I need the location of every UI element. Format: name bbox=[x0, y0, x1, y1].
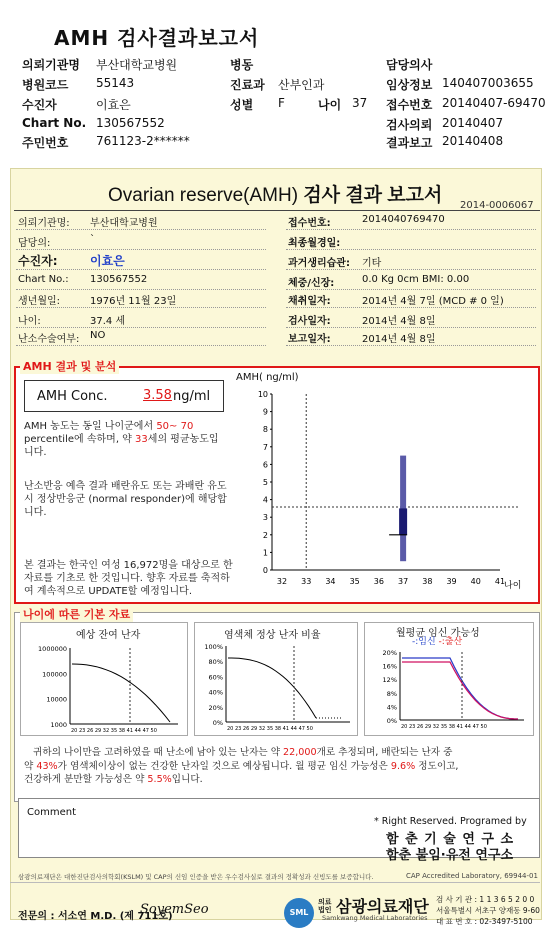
institute-2: 함춘 불임·유전 연구소 bbox=[386, 848, 514, 863]
header-value-3: 130567552 bbox=[96, 116, 165, 130]
p1-curve bbox=[72, 664, 170, 722]
amh-ytick: 2 bbox=[262, 530, 268, 540]
panel-preg-legend: -:임신 -:출산 bbox=[412, 637, 463, 647]
mean-age: 33 bbox=[135, 434, 148, 445]
info-left-value-1: ` bbox=[90, 234, 95, 245]
ovarian-title bbox=[108, 180, 442, 207]
info-right-label-0: 접수번호: bbox=[288, 218, 331, 229]
info-left-value-0: 부산대학교병원 bbox=[90, 218, 158, 229]
info-left-rule-0 bbox=[16, 229, 266, 230]
amh-ytick: 10 bbox=[257, 390, 268, 399]
accreditation-text: 삼광의료재단은 대한진단검사의학회(KSLM) 및 CAP의 신임 인증을 받은 우수검사실로 결과의 정확성과 신빙도를 보증합니다. bbox=[18, 873, 374, 881]
p2-ytick: 20% bbox=[208, 703, 223, 712]
p1c: percentile에 속하며, 약 bbox=[24, 434, 132, 445]
p3-ytick: 20% bbox=[382, 649, 397, 657]
p2-ytick: 100% bbox=[204, 643, 223, 651]
p1-ytick: 1000000 bbox=[38, 645, 67, 653]
p2-ytick: 60% bbox=[208, 673, 223, 682]
doctor-signature: SoyemSeo bbox=[140, 902, 209, 917]
rights-text: * Right Reserved. Programed by bbox=[374, 816, 527, 827]
panel-eggs-title: 예상 잔여 난자 bbox=[76, 630, 141, 641]
legend-birth: 출산 bbox=[444, 637, 463, 647]
header-value-2: 이효은 bbox=[96, 98, 131, 112]
amh-section-title: AMH 결과 및 분석 bbox=[20, 358, 119, 374]
amh-chart-ylabel: AMH( ng/ml) bbox=[236, 372, 299, 383]
p2-curve bbox=[228, 658, 316, 718]
ovarian-title-ko: 검사 결과 보고서 bbox=[303, 185, 443, 206]
amh-xtick: 35 bbox=[349, 577, 360, 586]
info-right-label-1: 최종월경일: bbox=[288, 238, 341, 249]
info-left-label-2: 수진자: bbox=[18, 254, 58, 268]
sml-logo: SML bbox=[284, 898, 314, 928]
header-label3-0: 담당의사 bbox=[386, 58, 433, 72]
header-label3-3: 검사의뢰 bbox=[386, 118, 433, 132]
legend-pregnancy: 임신 bbox=[418, 637, 436, 647]
doctor-name: 전문의 : 서소연 M.D. (제 711호) bbox=[18, 911, 173, 922]
footer-divider bbox=[10, 882, 540, 883]
amh-ytick: 5 bbox=[262, 478, 268, 487]
panel-preg-chart bbox=[364, 644, 534, 736]
amh-xtick: 36 bbox=[373, 577, 384, 586]
institute-1: 함 춘 기 술 연 구 소 bbox=[386, 832, 515, 847]
info-right-rule-0 bbox=[286, 229, 536, 230]
p1-ytick: 100000 bbox=[42, 670, 67, 679]
header-label3-4: 결과보고 bbox=[386, 136, 433, 150]
info-left-rule-2 bbox=[16, 269, 266, 270]
info-left-value-4: 1976년 11월 23일 bbox=[90, 296, 177, 307]
header-label2-0: 병동 bbox=[230, 58, 254, 72]
header-label-2: 수진자 bbox=[22, 98, 57, 112]
age-summary bbox=[24, 746, 536, 787]
p3-ytick: 0% bbox=[386, 717, 397, 725]
panel-chromo-title: 염색체 정상 난자 비율 bbox=[224, 630, 321, 641]
ovarian-title-en: Ovarian reserve(AMH) bbox=[108, 185, 299, 206]
p2-xticks: 20 23 26 29 32 35 38 41 44 47 50 bbox=[227, 726, 313, 732]
amh-xtick: 41 bbox=[494, 577, 506, 586]
amh-xtick: 39 bbox=[446, 577, 457, 586]
divider bbox=[14, 210, 540, 211]
org-small: 의료법인 bbox=[318, 898, 332, 914]
birth-rate: 5.5% bbox=[147, 774, 172, 785]
iqr-bar bbox=[399, 508, 407, 534]
info-right-rule-6 bbox=[286, 345, 536, 346]
s2: 약 bbox=[24, 760, 34, 772]
panel-preg-title: 월평균 임신 가능성 bbox=[396, 628, 480, 639]
info-left-label-0: 의뢰기관명: bbox=[18, 218, 70, 229]
amh-percentile-text bbox=[24, 420, 228, 459]
report-id: 2014-0006067 bbox=[460, 200, 534, 211]
normal-ratio: 43% bbox=[36, 760, 58, 772]
info-left-label-1: 담당의: bbox=[18, 238, 51, 249]
header-label2-1: 진료과 bbox=[230, 78, 265, 92]
info-right-rule-4 bbox=[286, 307, 536, 308]
header-age-value: 37 bbox=[352, 96, 368, 110]
info-right-value-5: 2014년 4월 8일 bbox=[362, 316, 436, 327]
header-label-1: 병원코드 bbox=[22, 78, 69, 92]
addr1: 검 사 기 관 : 1 1 3 6 5 2 0 0 bbox=[436, 895, 535, 904]
amh-xtick: 33 bbox=[301, 577, 312, 586]
amh-note-text: 본 결과는 한국인 여성 16,972명을 대상으로 한 자료를 기초로 한 것입니다. 향후 자료를 축적하여 계속적으로 UPDATE할 예정입니다. bbox=[24, 560, 233, 597]
addr2: 서울특별시 서초구 양재동 9-60 bbox=[436, 906, 540, 915]
header-value3-3: 20140407 bbox=[442, 116, 504, 130]
info-left-rule-6 bbox=[16, 345, 266, 346]
p3-birth-curve bbox=[402, 662, 518, 719]
info-right-label-5: 검사일자: bbox=[288, 316, 331, 327]
p1a: AMH 농도는 동일 나이군에서 bbox=[24, 421, 154, 432]
header-value3-4: 20140408 bbox=[442, 134, 504, 148]
panel-chromo-chart bbox=[194, 638, 358, 736]
report-title: AMH 검사결과보고서 bbox=[54, 26, 260, 50]
amh-xlabel: 나이 bbox=[504, 581, 522, 591]
amh-chart bbox=[236, 384, 536, 594]
p1-ytick: 10000 bbox=[46, 695, 67, 704]
info-left-rule-4 bbox=[16, 307, 266, 308]
info-right-rule-5 bbox=[286, 327, 536, 328]
cap-text: CAP Accredited Laboratory, 69944-01 bbox=[406, 872, 538, 880]
p2-ytick: 0% bbox=[212, 719, 223, 727]
p2-ytick: 80% bbox=[208, 658, 223, 667]
amh-xtick: 37 bbox=[398, 577, 409, 586]
header-value-4: 761123-2****** bbox=[96, 134, 190, 148]
info-left-value-2: 이효은 bbox=[90, 254, 125, 268]
info-left-label-5: 나이: bbox=[18, 316, 41, 327]
p1e: 세의 평균농도입니다. bbox=[24, 434, 219, 458]
header-value3-1: 140407003655 bbox=[442, 76, 534, 90]
s3b: 입니다. bbox=[171, 774, 203, 785]
info-left-rule-5 bbox=[16, 327, 266, 328]
info-right-value-2: 기타 bbox=[362, 258, 382, 269]
amh-ytick: 7 bbox=[262, 442, 268, 452]
header-label3-2: 접수번호 bbox=[386, 98, 433, 112]
comment-label: Comment bbox=[27, 807, 76, 818]
header-label-0: 의뢰기관명 bbox=[22, 58, 80, 72]
header-label-3: Chart No. bbox=[22, 116, 87, 130]
info-right-value-0: 2014040769470 bbox=[362, 214, 445, 225]
amh-xtick: 34 bbox=[325, 577, 336, 586]
info-right-label-4: 채취일자: bbox=[288, 296, 331, 307]
p3-pregnancy-curve bbox=[402, 658, 518, 719]
s1: 귀하의 나이만을 고려하였을 때 난소에 남아 있는 난자는 약 bbox=[33, 747, 280, 758]
header-value-0: 부산대학교병원 bbox=[96, 58, 178, 72]
amh-ytick: 8 bbox=[262, 425, 268, 435]
addr3: 대 표 번 호 : 02-3497-5100 bbox=[436, 917, 533, 926]
org-en: Samkwang Medical Laboratories bbox=[322, 914, 428, 922]
eggs-count: 22,000 bbox=[283, 747, 317, 758]
amh-conc-label: AMH Conc. bbox=[37, 389, 108, 404]
org-address bbox=[436, 894, 540, 927]
info-right-label-6: 보고일자: bbox=[288, 334, 331, 345]
amh-ytick: 0 bbox=[262, 566, 268, 575]
info-right-label-2: 과거생리습관: bbox=[288, 258, 350, 269]
header-value-1: 55143 bbox=[96, 76, 135, 90]
amh-conc-value: 3.58 bbox=[143, 388, 172, 403]
info-right-value-6: 2014년 4월 8일 bbox=[362, 334, 436, 345]
amh-xtick: 38 bbox=[422, 577, 433, 586]
info-right-value-3: 0.0 Kg 0cm BMI: 0.00 bbox=[362, 274, 470, 285]
amh-response-text: 난소반응 예측 결과 배란유도 또는 과배란 유도시 정상반응군 (normal responder)에 해당합니다. bbox=[24, 481, 227, 518]
amh-xtick: 32 bbox=[276, 577, 288, 586]
header-label2-2: 성별 bbox=[230, 98, 254, 112]
info-left-rule-1 bbox=[16, 249, 266, 250]
header-value2-1: 산부인과 bbox=[278, 78, 325, 92]
s2b: 가 염색체이상이 없는 건강한 난자일 것으로 예상됩니다. 월 평균 임신 가능성은 bbox=[57, 760, 388, 772]
info-right-value-4: 2014년 4월 7일 (MCD # 0 일) bbox=[362, 296, 504, 307]
header-age-label: 나이 bbox=[318, 98, 342, 112]
info-left-value-5: 37.4 세 bbox=[90, 316, 126, 327]
percentile-range: 50~ 70 bbox=[156, 421, 194, 432]
info-left-value-3: 130567552 bbox=[90, 274, 148, 285]
amh-ytick: 1 bbox=[262, 548, 268, 558]
s1b: 개로 추정되며, 배란되는 난자 중 bbox=[316, 747, 453, 758]
p3-ytick: 16% bbox=[382, 662, 397, 671]
p1-xticks: 20 23 26 29 32 35 38 41 44 47 50 bbox=[71, 728, 157, 734]
pregnancy-rate: 9.6% bbox=[390, 760, 416, 772]
header-label-4: 주민번호 bbox=[22, 136, 69, 150]
info-right-rule-3 bbox=[286, 289, 536, 290]
p1-ytick: 1000 bbox=[50, 721, 67, 729]
info-left-label-3: Chart No.: bbox=[18, 274, 69, 285]
p3-xticks: 20 23 26 29 32 35 38 41 44 47 50 bbox=[401, 724, 487, 730]
amh-conc-unit: ng/ml bbox=[173, 389, 211, 404]
amh-ytick: 4 bbox=[262, 495, 268, 505]
p3-ytick: 12% bbox=[382, 676, 397, 685]
age-section-title: 나이에 따른 기본 자료 bbox=[20, 606, 133, 622]
amh-xtick: 40 bbox=[470, 577, 481, 586]
amh-conc-box bbox=[24, 380, 224, 412]
amh-ytick: 6 bbox=[262, 460, 268, 470]
info-right-rule-2 bbox=[286, 269, 536, 270]
info-left-label-6: 난소수술여부: bbox=[18, 334, 80, 345]
info-left-value-6: NO bbox=[90, 330, 106, 341]
header-value3-2: 20140407-69470 bbox=[442, 96, 546, 110]
header-value2-2: F bbox=[278, 96, 285, 110]
info-left-label-4: 생년월일: bbox=[18, 296, 61, 307]
amh-ytick: 9 bbox=[262, 407, 268, 417]
amh-ytick: 3 bbox=[262, 513, 268, 523]
org-name: 삼광의료재단 bbox=[336, 897, 429, 916]
s2c: 정도이고, bbox=[418, 760, 459, 772]
info-right-label-3: 체중/신장: bbox=[288, 278, 335, 289]
p3-ytick: 4% bbox=[386, 703, 397, 712]
p3-ytick: 8% bbox=[386, 689, 397, 698]
info-left-rule-3 bbox=[16, 289, 266, 290]
p2-ytick: 40% bbox=[208, 688, 223, 697]
header-label3-1: 임상정보 bbox=[386, 78, 433, 92]
info-right-rule-1 bbox=[286, 249, 536, 250]
s3: 건강하게 분만할 가능성은 약 bbox=[24, 774, 145, 785]
panel-eggs-chart bbox=[20, 638, 188, 736]
